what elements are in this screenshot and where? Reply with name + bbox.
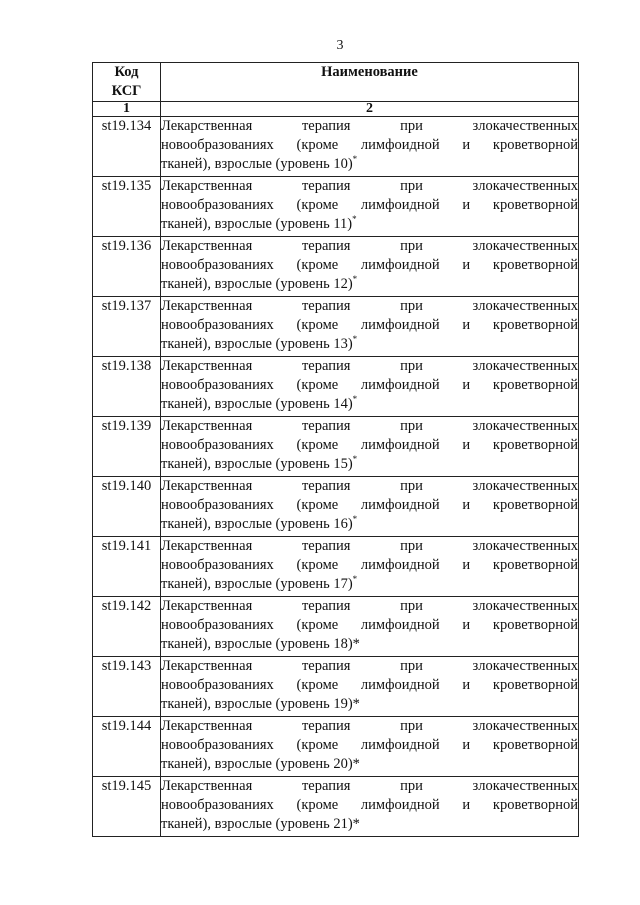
table-row <box>93 477 579 537</box>
ksg-name-text: новообразованиях (кроме лимфоидной и кроветворной <box>161 437 578 453</box>
ksg-name-cell <box>161 597 579 657</box>
table-header-row <box>93 63 579 102</box>
table-row <box>93 537 579 597</box>
ksg-name-line3 <box>161 575 578 594</box>
ksg-name-cell <box>161 357 579 417</box>
ksg-name-line1 <box>161 657 578 676</box>
ksg-name-cell <box>161 777 579 837</box>
ksg-name-text: тканей), взрослые (уровень 20)* <box>161 756 360 772</box>
column-number-row <box>93 102 579 117</box>
ksg-name-line1 <box>161 357 578 376</box>
ksg-name-line1 <box>161 417 578 436</box>
ksg-name-cell <box>161 297 579 357</box>
ksg-name-line3 <box>161 155 578 174</box>
ksg-name-text: Лекарственная терапия при злокачественных <box>161 178 578 194</box>
ksg-name-cell <box>161 177 579 237</box>
footnote-mark: * <box>352 574 358 585</box>
ksg-name-line3 <box>161 335 578 354</box>
footnote-mark: * <box>352 514 358 525</box>
ksg-name-line1 <box>161 237 578 256</box>
ksg-name-text: новообразованиях (кроме лимфоидной и кроветворной <box>161 677 578 693</box>
ksg-name-text: новообразованиях (кроме лимфоидной и кроветворной <box>161 497 578 513</box>
name-column-header: Наименование <box>161 63 579 102</box>
ksg-name-line3 <box>161 635 578 654</box>
ksg-name-line2 <box>161 196 578 215</box>
ksg-name-line2 <box>161 256 578 275</box>
ksg-name-text: Лекарственная терапия при злокачественных <box>161 718 578 734</box>
ksg-name-text: новообразованиях (кроме лимфоидной и кроветворной <box>161 137 578 153</box>
ksg-code-cell: st19.144 <box>93 717 161 777</box>
ksg-name-text: Лекарственная терапия при злокачественных <box>161 418 578 434</box>
ksg-name-cell <box>161 417 579 477</box>
ksg-code-cell: st19.143 <box>93 657 161 717</box>
ksg-name-line3 <box>161 455 578 474</box>
ksg-code-cell: st19.141 <box>93 537 161 597</box>
ksg-name-text: тканей), взрослые (уровень 11) <box>161 216 353 232</box>
ksg-code-cell: st19.134 <box>93 117 161 177</box>
table-row <box>93 657 579 717</box>
ksg-name-cell <box>161 717 579 777</box>
ksg-name-line2 <box>161 376 578 395</box>
ksg-name-line3 <box>161 395 578 414</box>
ksg-name-line1 <box>161 597 578 616</box>
table-row <box>93 597 579 657</box>
ksg-name-cell <box>161 537 579 597</box>
code-column-number: 1 <box>93 102 161 117</box>
ksg-name-text: новообразованиях (кроме лимфоидной и кроветворной <box>161 197 578 213</box>
ksg-name-line2 <box>161 676 578 695</box>
footnote-mark: * <box>352 274 358 285</box>
ksg-name-text: Лекарственная терапия при злокачественных <box>161 238 578 254</box>
ksg-name-text: тканей), взрослые (уровень 17) <box>161 576 353 592</box>
ksg-name-text: тканей), взрослые (уровень 10) <box>161 156 353 172</box>
ksg-name-text: Лекарственная терапия при злокачественных <box>161 598 578 614</box>
code-column-header <box>93 63 161 102</box>
ksg-name-text: новообразованиях (кроме лимфоидной и кроветворной <box>161 377 578 393</box>
ksg-name-line1 <box>161 177 578 196</box>
page-number: 3 <box>336 38 344 53</box>
ksg-name-line3 <box>161 515 578 534</box>
ksg-name-text: тканей), взрослые (уровень 21)* <box>161 816 360 832</box>
ksg-name-line1 <box>161 777 578 796</box>
table-row <box>93 777 579 837</box>
ksg-name-line3 <box>161 275 578 294</box>
ksg-name-line2 <box>161 496 578 515</box>
ksg-name-line2 <box>161 796 578 815</box>
name-column-number: 2 <box>161 102 579 117</box>
ksg-name-text: Лекарственная терапия при злокачественных <box>161 118 578 134</box>
code-header-line1: Код <box>114 64 139 80</box>
table-row <box>93 417 579 477</box>
ksg-code-cell: st19.135 <box>93 177 161 237</box>
footnote-mark: * <box>352 214 357 225</box>
table-row <box>93 717 579 777</box>
ksg-name-text: Лекарственная терапия при злокачественных <box>161 538 578 554</box>
ksg-name-text: тканей), взрослые (уровень 18)* <box>161 636 360 652</box>
table-body <box>93 117 579 837</box>
ksg-name-line2 <box>161 616 578 635</box>
code-header-line2: КСГ <box>111 83 142 99</box>
ksg-name-text: новообразованиях (кроме лимфоидной и кроветворной <box>161 257 578 273</box>
ksg-code-cell: st19.142 <box>93 597 161 657</box>
ksg-name-cell <box>161 477 579 537</box>
table-row <box>93 177 579 237</box>
ksg-code-cell: st19.137 <box>93 297 161 357</box>
table-row <box>93 117 579 177</box>
ksg-code-cell: st19.139 <box>93 417 161 477</box>
table-row <box>93 297 579 357</box>
ksg-table <box>92 62 579 837</box>
footnote-mark: * <box>352 334 358 345</box>
ksg-name-text: новообразованиях (кроме лимфоидной и кроветворной <box>161 797 578 813</box>
ksg-name-line3 <box>161 695 578 714</box>
ksg-name-text: Лекарственная терапия при злокачественных <box>161 658 578 674</box>
ksg-name-text: Лекарственная терапия при злокачественных <box>161 478 578 494</box>
ksg-code-cell: st19.140 <box>93 477 161 537</box>
ksg-name-text: тканей), взрослые (уровень 15) <box>161 456 353 472</box>
ksg-name-cell <box>161 657 579 717</box>
ksg-name-line1 <box>161 297 578 316</box>
ksg-name-text: Лекарственная терапия при злокачественных <box>161 358 578 374</box>
ksg-name-line2 <box>161 556 578 575</box>
ksg-name-text: новообразованиях (кроме лимфоидной и кроветворной <box>161 737 578 753</box>
ksg-name-line1 <box>161 717 578 736</box>
ksg-name-cell <box>161 117 579 177</box>
ksg-name-line1 <box>161 477 578 496</box>
ksg-name-line3 <box>161 755 578 774</box>
ksg-name-cell <box>161 237 579 297</box>
ksg-code-cell: st19.136 <box>93 237 161 297</box>
ksg-code-cell: st19.145 <box>93 777 161 837</box>
ksg-code-cell: st19.138 <box>93 357 161 417</box>
ksg-name-line3 <box>161 215 578 234</box>
ksg-name-text: тканей), взрослые (уровень 16) <box>161 516 353 532</box>
ksg-name-text: тканей), взрослые (уровень 13) <box>161 336 353 352</box>
ksg-name-line2 <box>161 316 578 335</box>
ksg-name-text: тканей), взрослые (уровень 19)* <box>161 696 360 712</box>
ksg-name-text: тканей), взрослые (уровень 14) <box>161 396 353 412</box>
ksg-name-text: Лекарственная терапия при злокачественных <box>161 778 578 794</box>
ksg-name-text: новообразованиях (кроме лимфоидной и кроветворной <box>161 617 578 633</box>
ksg-name-text: новообразованиях (кроме лимфоидной и кроветворной <box>161 557 578 573</box>
ksg-name-line1 <box>161 537 578 556</box>
footnote-mark: * <box>352 454 358 465</box>
ksg-name-line2 <box>161 136 578 155</box>
ksg-name-text: новообразованиях (кроме лимфоидной и кроветворной <box>161 317 578 333</box>
table-row <box>93 357 579 417</box>
footnote-mark: * <box>352 154 358 165</box>
ksg-name-text: тканей), взрослые (уровень 12) <box>161 276 353 292</box>
ksg-name-line3 <box>161 815 578 834</box>
ksg-name-line2 <box>161 736 578 755</box>
ksg-name-line2 <box>161 436 578 455</box>
footnote-mark: * <box>352 394 358 405</box>
table-row <box>93 237 579 297</box>
ksg-name-line1 <box>161 117 578 136</box>
ksg-name-text: Лекарственная терапия при злокачественных <box>161 298 578 314</box>
